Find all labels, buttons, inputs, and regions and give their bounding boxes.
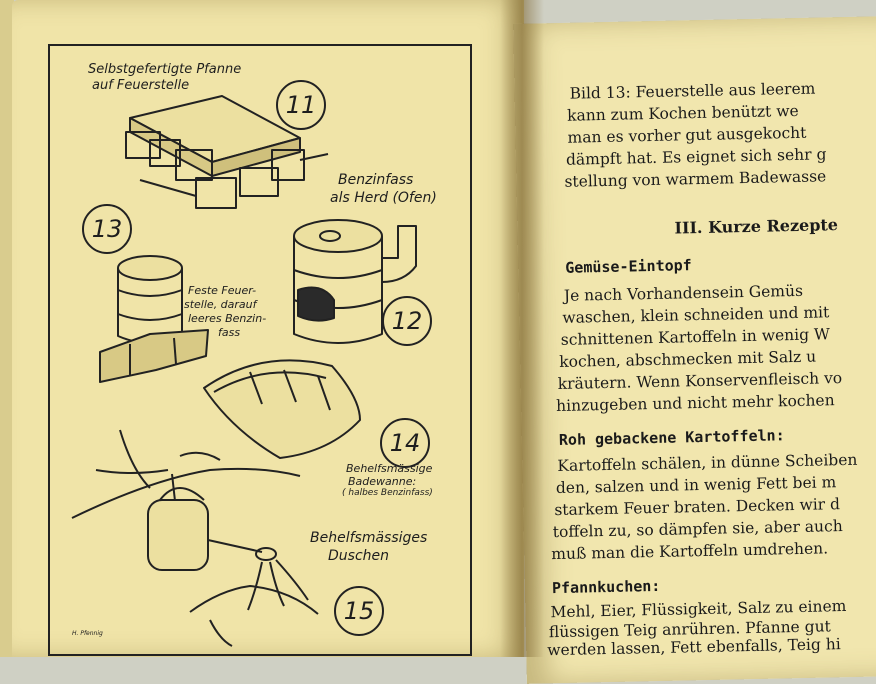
label-tub-line3: ( halbes Benzinfass) <box>342 488 433 498</box>
recipe-line: schnittenen Kartoffeln in wenig W <box>560 325 831 349</box>
recipe-line: Je nach Vorhandensein Gemüs <box>563 281 804 305</box>
recipe-line: flüssigen Teig anrühren. Pfanne gut <box>548 617 831 642</box>
label-drum-stove-line1: Benzinfass <box>338 172 414 188</box>
figure-number-14: 14 <box>380 418 430 468</box>
recipe-line: kochen, abschmecken mit Salz u <box>559 347 817 371</box>
label-pan-line1: Selbstgefertigte Pfanne <box>88 62 242 77</box>
recipe-line: starkem Feuer braten. Decken wir d <box>554 495 841 520</box>
recipe-title: Roh gebackene Kartoffeln: <box>558 426 785 449</box>
label-tub-line2: Badewanne: <box>348 475 417 488</box>
recipe-title: Gemüse-Eintopf <box>565 256 692 277</box>
chapter-heading: III. Kurze Rezepte <box>674 215 839 238</box>
figure-number-12: 12 <box>382 296 432 346</box>
caption-line: man es vorher gut ausgekocht <box>567 123 807 147</box>
label-shower-line2: Duschen <box>328 548 390 564</box>
caption-line: stellung von warmem Badewasse <box>564 167 827 191</box>
label-drum-stove-line2: als Herd (Ofen) <box>330 190 437 206</box>
figure-number-11: 11 <box>276 80 326 130</box>
recipe-line: werden lassen, Fett ebenfalls, Teig hi <box>547 635 841 660</box>
figure-number-15: 15 <box>334 586 384 636</box>
label-fire-drum-line3: leeres Benzin- <box>188 312 267 325</box>
caption-line: kann zum Kochen benützt we <box>566 101 799 125</box>
recipe-line: hinzugeben und nicht mehr kochen <box>556 391 835 416</box>
recipe-line: Mehl, Eier, Flüssigkeit, Salz zu einem <box>550 597 847 622</box>
recipe-line: waschen, klein schneiden und mit <box>562 303 830 327</box>
recipe-line: Kartoffeln schälen, in dünne Scheiben <box>557 450 858 476</box>
artist-signature: H. Pfennig <box>72 630 103 637</box>
caption-line: Bild 13: Feuerstelle aus leerem <box>569 79 816 103</box>
label-fire-drum-line2: stelle, darauf <box>184 298 257 311</box>
label-fire-drum-line4: fass <box>218 326 241 339</box>
recipe-line: den, salzen und in wenig Fett bei m <box>555 473 837 498</box>
label-pan-line2: auf Feuerstelle <box>92 78 190 93</box>
label-tub-line1: Behelfsmässige <box>346 462 433 475</box>
label-shower-line1: Behelfsmässiges <box>310 530 428 546</box>
recipe-title: Pfannkuchen: <box>551 576 661 598</box>
recipe-line: muß man die Kartoffeln umdrehen. <box>551 539 829 564</box>
recipe-line: toffeln zu, so dämpfen sie, aber auch <box>552 517 843 542</box>
caption-line: dämpft hat. Es eignet sich sehr g <box>565 145 827 169</box>
label-fire-drum-line1: Feste Feuer- <box>188 284 257 297</box>
recipe-line: kräutern. Wenn Konservenfleisch vo <box>557 369 843 393</box>
figure-number-13: 13 <box>82 204 132 254</box>
